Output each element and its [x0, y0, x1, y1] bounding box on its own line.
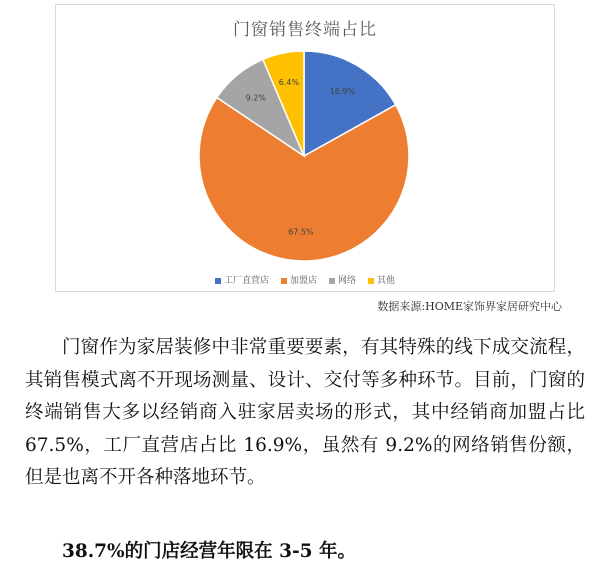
pie-data-label-1: 16.9%: [329, 86, 355, 96]
pie-data-label-4: 6.4%: [278, 77, 300, 87]
legend-item-2: [281, 273, 317, 286]
pie-chart: [56, 5, 554, 291]
legend-label: 加盟店: [289, 276, 317, 286]
legend-label: 网络: [338, 276, 357, 286]
legend-item-1: [215, 273, 269, 286]
legend-swatch: [368, 278, 374, 284]
data-source-note: 数据来源:HOME家饰界家居研究中心: [377, 300, 562, 313]
legend-swatch: [329, 278, 335, 284]
legend-label: 其他: [377, 276, 396, 286]
legend-item-4: [368, 273, 395, 286]
pie-data-label-3: 9.2%: [245, 93, 266, 103]
legend-swatch: [215, 278, 221, 284]
chart-container: [55, 4, 555, 292]
pie-data-label-2: 67.5%: [288, 227, 314, 237]
chart-legend: [56, 273, 554, 286]
section-heading: 38.7%的门店经营年限在 3-5 年。: [62, 541, 356, 562]
body-paragraph: 门窗作为家居装修中非常重要要素，有其特殊的线下成交流程，其销售模式离不开现场测量、设计、交付等多种环节。目前，门窗的终端销售大多以经销商入驻家居卖场的形式，其中经销商加盟占比 67.5%，工厂直营店占比 16.9%，虽然有 9.2%的网络销售份额，但是也离不开各种落地环节。: [25, 337, 585, 488]
legend-swatch: [281, 278, 287, 284]
chart-title: 门窗销售终端占比: [233, 20, 377, 40]
legend-item-3: [329, 273, 356, 286]
legend-label: 工厂直营店: [223, 276, 269, 286]
